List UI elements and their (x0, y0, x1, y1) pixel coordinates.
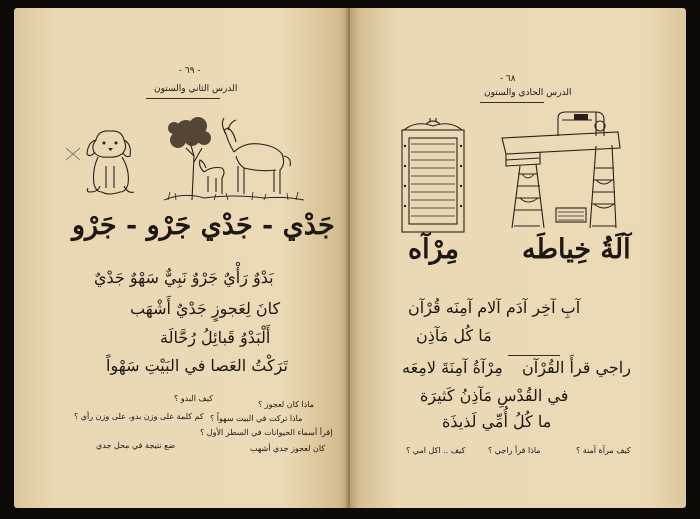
left-line-1: بَدْوٌ رَأْيٌ جَرْوٌ نَبِيٌّ سَهْوٌ جَدْيٌ (94, 268, 274, 287)
pencil-x-mark (64, 146, 82, 162)
right-lesson-title: الدرس الحادي والستون (484, 88, 572, 98)
right-line-6: ما كُلُ أُمِّي لَذيذَة (442, 412, 552, 431)
left-page-number: - ٦٩ - (179, 66, 201, 76)
puppy-illustration (78, 126, 140, 198)
right-headline-sewing-machine: آلَةُ خِياطَه (522, 234, 631, 265)
right-line-3: مِرْآةُ آمِنَةَ لامِعَه (402, 358, 503, 377)
right-page (350, 8, 686, 508)
left-question-3: كم كلمة على وزن بدو، على وزن رأي ؟ (74, 412, 204, 421)
left-page (14, 8, 350, 508)
left-question-4: ماذا تركت في البيت سهواً ؟ (210, 414, 303, 423)
goats-illustration (164, 112, 304, 204)
right-line-4: راجي قرأَ القُرْآن (522, 358, 631, 377)
right-page-number: ٦٨ - (500, 74, 516, 84)
right-divider (508, 355, 560, 356)
left-question-2: ماذا كان لعجوز ؟ (258, 400, 314, 409)
right-line-1: آبِ آخِر آدَم آلام آمِنَه قُرْآن (408, 298, 581, 317)
right-line-5: في القُدْسِ مَآذِنُ كَثيرَة (420, 386, 569, 405)
left-headline: جَدْي - جَدْي جَرْو - جَرْو (72, 210, 335, 241)
left-lesson-title: الدرس الثاني والستون (154, 84, 238, 94)
left-header-rule (146, 98, 220, 99)
sewing-machine-illustration (500, 108, 626, 230)
right-header-rule (480, 102, 544, 103)
left-question-6: ضع نتيجة في محل جدي (96, 441, 176, 450)
left-question-7: كان لعجوز جدي أشهب (250, 444, 326, 453)
right-question-2: ماذا قرأ راجي ؟ (488, 446, 541, 455)
left-question-1: كيف البدو ؟ (174, 394, 213, 403)
mirror-illustration (396, 116, 470, 236)
right-question-3: كيف .. اكل امي ؟ (406, 446, 466, 455)
left-question-5: إقرأ أسماء الحيوانات في السطر الأول ؟ (200, 428, 333, 437)
right-line-2: مَا كُل مَآذِن (416, 326, 492, 345)
left-line-3: أَلْبَدْوُ قَبائِلُ رُحَّالَة (160, 328, 271, 347)
right-question-1: كيف مرآة آمنة ؟ (576, 446, 631, 455)
left-line-4: تَرَكْتُ العَصا في البَيْتِ سَهْواً (106, 356, 288, 375)
right-headline-mirror: مِرْآه (408, 234, 460, 265)
left-line-2: كانَ لِعَجوزٍ جَدْيٌ أَشْهَب (130, 299, 281, 318)
